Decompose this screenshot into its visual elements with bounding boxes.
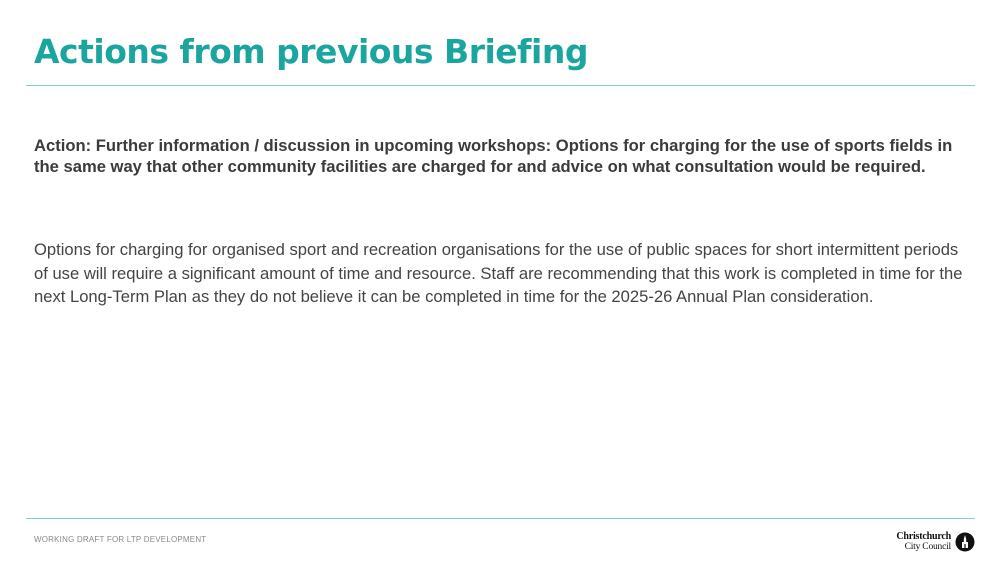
footer-label: WORKING DRAFT FOR LTP DEVELOPMENT	[34, 535, 207, 544]
slide-title: Actions from previous Briefing	[34, 32, 588, 71]
logo-wordmark	[896, 532, 951, 552]
footer-divider	[26, 518, 975, 519]
cathedral-logo-icon	[955, 532, 975, 552]
action-statement: Action: Further information / discussion in upcoming workshops: Options for charging for the use of sports fields in the same way that other community facilities are charged for and advice on what consultation would be required.	[34, 136, 953, 176]
logo-line-1: Christchurch	[896, 531, 951, 542]
title-divider	[26, 85, 975, 86]
body-paragraph: Options for charging for organised sport and recreation organisations for the use of public spaces for short intermittent periods of use will require a significant amount of time and resource. Staff are recommending that this work is completed in time for the next Long-Term Plan as they do not believe it can be completed in time for the 2025-26 Annual Plan consideration.	[34, 240, 963, 306]
council-logo	[896, 532, 975, 552]
logo-line-2: City Council	[904, 542, 951, 552]
